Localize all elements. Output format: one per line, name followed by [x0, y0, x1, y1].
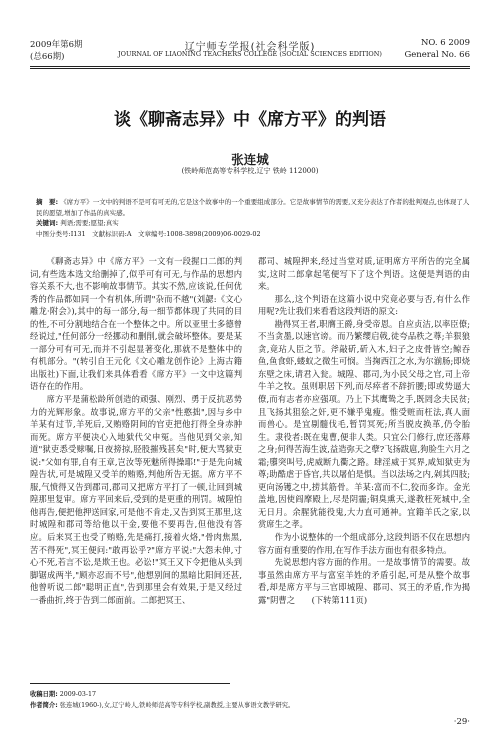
body-paragraph: 郡司、城隍押来,经过当堂对质,证明席方平所告的完全属实,这时二郎拿起笔便写下了这个判语。这便是判语的由来。 — [258, 256, 470, 292]
abstract-block — [36, 197, 470, 239]
header-rule-top — [30, 66, 470, 67]
issue-number: 2009年第6期 — [30, 40, 83, 50]
abstract-label: 摘 要: — [36, 198, 59, 206]
received-value: 2009-03-17 — [59, 691, 97, 698]
footnote — [30, 689, 470, 711]
body-column-right — [258, 255, 470, 606]
general-number: General No. 66 — [404, 50, 470, 60]
author-bio-value: 张连城(1960-),女,辽宁岭人,铁岭师范高等专科学校,副教授,主要从事语文教学研究。 — [59, 702, 295, 709]
footnote-rule — [30, 683, 230, 684]
journal-header — [30, 38, 470, 62]
judgment-quote: 勘得冥王者,职膺王爵,身受帝恩。自应贞洁,以率臣僚;不当贪墨,以速官谤。而乃繁缨启戟,徒夸品秩之尊;羊狠狼贪,竟玷人臣之节。斧敲斫,斫入木,妇子之皮骨皆空;鲸吞鱼,鱼食虾,蝼蚁之微生可悯。当掬西江之水,为尔湔肠;即烧东壁之床,请君入瓮。城隍、郡司,为小民父母之官,司上帝牛羊之牧。虽则职居下列,而尽瘁者不辞折腰;即或势逼大僚,而有志者亦应强项。乃上下其鹰鸷之手,既罔念夫民贫;且飞扬其狙狯之奸,更不嫌乎鬼瘦。惟受赃而枉法,真人面而兽心。是宜剔髓伐毛,暂罚冥死;所当脱皮换革,仍令胎生。隶役者:既在鬼曹,便非人类。只宜公门修行,庶还落蓐之身;何得苦海生波,益造弥天之孽?飞扬跋扈,狗脸生六月之霜;隳突叫号,虎威断九衢之路。肆淫威于冥界,咸知狱吏为尊;助酷虐于昏官,共以屠伯是惧。当以法场之内,剁其四肢;更向汤镬之中,捞其筋骨。羊某:富而不仁,狡而多诈。金光盖地,因使阎摩殿上,尽是阴霾;铜臭熏天,遂教枉死城中,全无日月。余腥犹能役鬼,大力直可通神。宜籍羊氏之家,以赏席生之孝。 — [258, 318, 470, 530]
body-paragraph: 先说思想内容方面的作用。一是故事情节的需要。故事虽然由席方平与富室羊姓的矛盾引起,可是从整个故事看,却是席方平与三官即城隍、郡司、冥王的矛盾,作为揭露"阴曹之 (下转第111页) — [258, 557, 470, 605]
total-issue: (总66期) — [30, 52, 65, 62]
keywords — [36, 218, 470, 229]
keywords-text: 判语;需要;愿望;真实 — [60, 219, 119, 227]
header-rule-bottom — [30, 68, 470, 69]
body-column-left — [30, 255, 242, 606]
abstract — [36, 197, 470, 218]
page-number: ·29· — [453, 717, 470, 727]
author-affiliation: (铁岭师范高等专科学校,辽宁 铁岭 112000) — [181, 167, 319, 175]
author-bio-label: 作者简介: — [30, 702, 58, 709]
article-title: 谈《聊斋志异》中《席方平》的判语 — [114, 110, 386, 130]
journal-name-en: JOURNAL OF LIAONING TEACHERS COLLEGE (SOCIAL SCIENCES EDITION) — [118, 50, 382, 58]
journal-name-cn: 辽宁师专学报(社会科学版) — [184, 42, 316, 53]
keywords-label: 关键词: — [36, 219, 59, 227]
abstract-text: 《席方平》一文中的判语不是可有可无的,它是这个故事中的一个重要组成部分。它是故事情节的需要,又充分表达了作者的批判观点,也体现了人民的愿望,增加了作品的真实感。 — [36, 198, 470, 217]
author-bio — [30, 700, 470, 711]
body-paragraph: 作为小说整体的一个组成部分,这段判语不仅在思想内容方面有重要的作用,在写作手法方面也有很多特点。 — [258, 532, 470, 555]
received-label: 收稿日期: — [30, 691, 58, 698]
received-date — [30, 689, 470, 700]
body-paragraph: 《聊斋志异》中《席方平》一文有一段握口二郎的判词,有些选本选文给删掉了,似乎可有可无,与作品的思想内容关系不大,也不影响故事情节。其实不然,应该说,任何优秀的作品都如同一个有机体,所谓"杂而不越"(刘勰:《文心雕龙·附会》),其中的每一部分,每一细节都体现了共同的目的性,不可分割地结合在一个整体之中。所以亚里士多德曾经说过,"任何部分一经挪动和删削,就会破坏整体。要是某一部分可有可无,而并不引起显著变化,那就不是整体中的有机部分。"(转引自王元化《文心雕龙创作论》上海古籍出版社)下面,让我们来具体看看《席方平》一文中这篇判语存在的作用。 — [30, 256, 242, 392]
author-name: 张连城 — [231, 152, 269, 167]
issue-number-en: NO. 6 2009 — [420, 38, 470, 48]
body-paragraph: 席方平是蒲松龄所创造的顽强、刚烈、勇于反抗恶势力的光辉形象。故事说,席方平的父亲"性憨拙",因与乡中羊某有过节,羊死后,又贿赂阴间的官吏把他打得全身赤肿而死。席方平便决心入地狱代父申冤。当他见到父亲,知道"狱吏悉受赇嘱,日夜搒掠,胫股摧残甚矣"时,便大骂狱吏说:"父如有罪,自有王章,岂汝等死魅所得操耶!"于是先向城隍告状,可是城隍又受羊的贿赂,判他所告无据。席方平不服,气愤得又告到郡司,郡司又把席方平打了一顿,让回到城隍那里复审。席方平回来后,受到的是更重的刑罚。城隍怕他再告,便把他押送回家,可是他不肯走,又告到冥王那里,这时城隍和郡司等给他以干金,要他不要再告,但他没有答应。后来冥王也受了贿赂,先是痛打,接着火烙,"骨肉焦黑,苦不得死",冥王便问:"敢再讼乎?"席方平说:"大怨未伸,寸心不死,若言不讼,是欺王也。必讼!"冥王又下令把他从头到脚锯成两半,"顾亦忍而不号",他想别间的黑暗比阳间还甚,他曾听说二郎"聪明正直",告到那里会有效果,于是又经过一番曲折,终于告到二郎面前。二郎把冥王、 — [30, 394, 242, 605]
classification-line: 中图分类号:I131 文献标识码:A 文章编号:1008-3898(2009)06-0029-02 — [36, 229, 261, 238]
body-paragraph: 那么,这个判语在这篇小说中究竟必要与否,有什么作用呢?先让我们来看看这段判语的原文: — [258, 293, 470, 317]
